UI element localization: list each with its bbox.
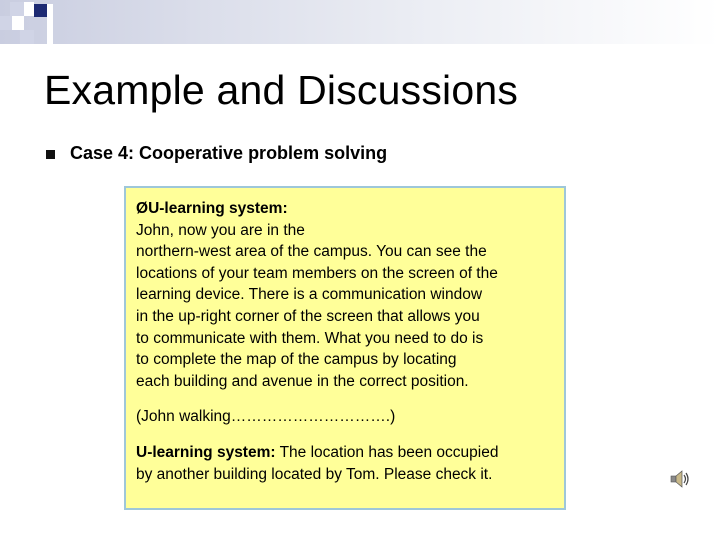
note-line: John, now you are in the xyxy=(136,221,305,239)
note-lead xyxy=(136,198,556,220)
corner-square-4 xyxy=(12,16,24,30)
corner-square-2 xyxy=(24,2,34,16)
slide-title: Example and Discussions xyxy=(44,67,519,113)
note-line: to communicate with them. What you need to do is xyxy=(136,329,484,347)
bullet-text: Case 4: Cooperative problem solving xyxy=(70,143,388,163)
walking-line: (John walking………………………….) xyxy=(136,408,396,426)
note-line: locations of your team members on the screen of the xyxy=(136,264,498,282)
note-lead-label: U-learning system: xyxy=(148,200,288,217)
reply-line-1 xyxy=(136,442,556,464)
note-line: northern-west area of the campus. You can see the xyxy=(136,243,487,261)
paragraph-gap xyxy=(136,392,556,406)
reply-label: U-learning system: xyxy=(136,443,276,461)
reply-line-2: by another building located by Tom. Please check it. xyxy=(136,465,493,483)
corner-square-5 xyxy=(20,30,34,44)
corner-square-6 xyxy=(47,4,53,44)
note-line: learning device. There is a communication window xyxy=(136,286,483,304)
square-bullet-icon xyxy=(46,150,55,159)
corner-square-3 xyxy=(0,16,12,30)
corner-square-accent xyxy=(34,4,47,17)
scenario-note-box xyxy=(124,186,566,510)
reply-text: The location has been occupied xyxy=(275,443,499,461)
speaker-icon[interactable] xyxy=(669,468,691,490)
paragraph-gap xyxy=(136,428,556,442)
note-line: in the up-right corner of the screen that allows you xyxy=(136,307,480,325)
note-line: each building and avenue in the correct position. xyxy=(136,372,469,390)
header-band xyxy=(0,0,720,44)
corner-square-1 xyxy=(10,2,24,16)
arrow-bullet: Ø xyxy=(136,200,149,217)
note-line: to complete the map of the campus by locating xyxy=(136,351,457,369)
